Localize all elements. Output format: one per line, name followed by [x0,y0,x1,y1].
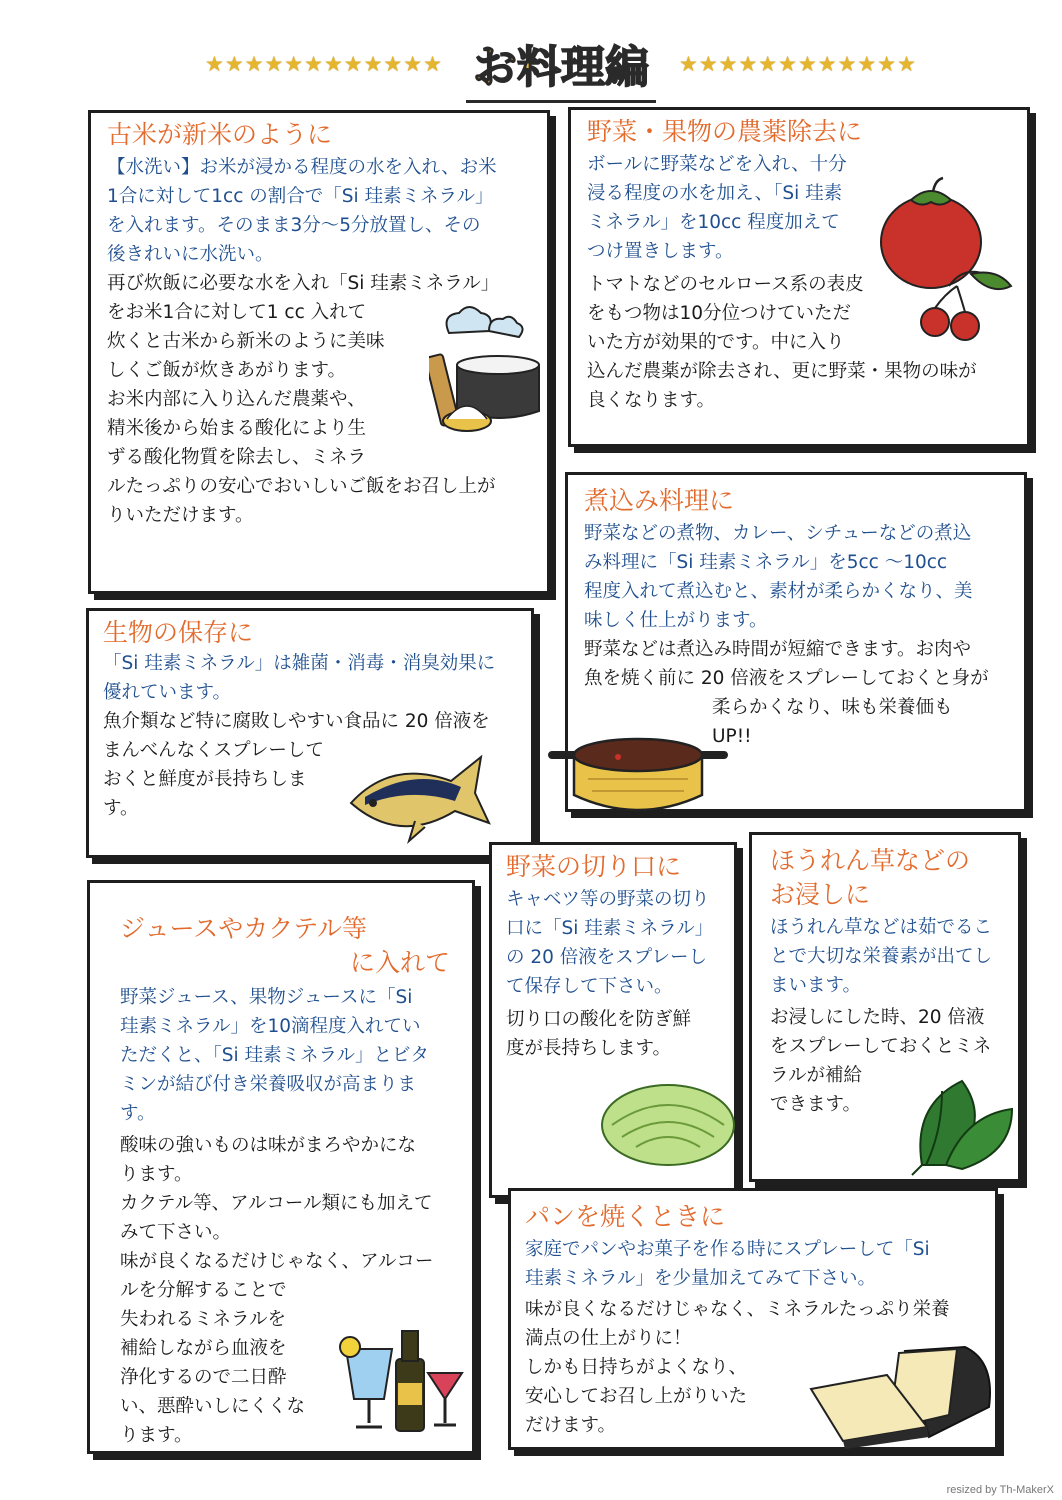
text-line: 浄化するので二日酔 [120,1367,287,1388]
text-line: 度が長持ちします。 [506,1038,672,1059]
stars-left: ★★★★★★★★★★★★ [205,52,443,76]
text-line: 「Si 珪素ミネラル」は雑菌・消毒・消臭効果に [103,653,496,674]
text-line: 1合に対して1cc の割合で「Si 珪素ミネラル」 [107,186,494,207]
spinach-icon [902,1071,1022,1181]
section-title: 生物の保存に [103,618,254,647]
footer-credit: resized by Th-MakerX [946,1484,1054,1496]
text-line: ミネラル」を10cc 程度加えて [587,212,840,233]
text-line: 魚を焼く前に 20 倍液をスプレーしておくと身が [584,668,989,689]
text-line: 口に「Si 珪素ミネラル」 [506,918,714,939]
section-title: ジュースやカクテル等 [120,914,368,943]
text-line: だけます。 [525,1415,617,1436]
text-line: 【水洗い】お米が浸かる程度の水を入れ、お米 [107,157,497,178]
section-fish [86,608,534,858]
text-line: できます。 [770,1094,862,1115]
text-line: をお米1合に対して1 cc 入れて [107,302,367,323]
text-line: 満点の仕上がりに！ [525,1328,692,1349]
text-line: いた方が効果的です。中に入り [587,332,845,353]
text-line: 込んだ農薬が除去され、更に野菜・果物の味が [587,361,977,382]
text-line: す。 [103,798,139,819]
section-title: 野菜・果物の農薬除去に [587,117,863,146]
text-line: 安心してお召し上がりいた [525,1386,748,1407]
text-line: 野菜などは煮込み時間が短縮できます。お肉や [584,639,972,660]
section-title: 古米が新米のように [107,120,333,149]
section-stew [565,472,1027,812]
text-line: ります。 [120,1164,193,1185]
drinks-icon [336,1319,466,1439]
text-line: 味が良くなるだけじゃなく、アルコー [120,1251,434,1272]
text-line: しかも日持ちがよくなり、 [525,1357,748,1378]
section-juice [87,880,475,1454]
text-line: ります。 [120,1425,193,1446]
text-line: 良くなります。 [587,390,716,411]
bread-icon [801,1341,997,1449]
text-line: ずる酸化物質を除去し、ミネラ [107,447,367,468]
text-line: 炊くと古米から新米のように美味 [107,331,385,352]
text-line: ラルが補給 [770,1065,862,1086]
section-rice [88,110,550,594]
text-line: お浸しにした時、20 倍液 [770,1007,985,1028]
section-bread [508,1188,998,1450]
fish-icon [345,743,505,853]
section-title: お浸しに [770,880,871,909]
section-cut [489,842,737,1198]
text-line: の 20 倍液をスプレーし [506,947,708,968]
text-line: い、悪酔いしにくくな [120,1396,306,1417]
text-line: ボールに野菜などを入れ、十分 [587,154,847,175]
tomato-cherry-icon [871,176,1021,346]
cabbage-icon [592,1073,742,1173]
section-title: ほうれん草などの [770,846,971,875]
text-line: をスプレーしておくとミネ [770,1036,992,1057]
text-line: とで大切な栄養素が出てし [770,946,993,967]
text-line: 優れています。 [103,682,232,703]
text-line: UP!! [712,726,752,747]
text-line: つけ置きします。 [587,241,734,262]
text-line: ルを分解することで [120,1280,287,1301]
text-line: 精米後から始まる酸化により生 [107,418,367,439]
text-line: 浸る程度の水を加え、「Si 珪素 [587,183,843,204]
text-line: ただくと、「Si 珪素ミネラル」とビタ [120,1045,429,1066]
section-title: パンを焼くときに [525,1202,726,1231]
text-line: ルたっぷりの安心でおいしいご飯をお召し上が [107,476,496,497]
section-title: 煮込み料理に [584,486,735,515]
text-line: 野菜ジュース、果物ジュースに「Si [120,987,413,1008]
text-line: 魚介類など特に腐敗しやすい食品に 20 倍液を [103,711,490,732]
text-line: ミンが結び付き栄養吸収が高まりま [120,1074,417,1095]
text-line: 珪素ミネラル」を少量加えてみて下さい。 [525,1268,876,1289]
stew-pot-icon [548,719,728,829]
text-line: おくと鮮度が長持ちしま [103,769,307,790]
text-line: をもつ物は10分位つけていただ [587,303,852,324]
text-line: 切り口の酸化を防ぎ鮮 [506,1009,692,1030]
text-line: 程度入れて煮込むと、素材が柔らかくなり、美 [584,581,973,602]
section-spinach [749,832,1021,1182]
text-line: まいます。 [770,975,862,996]
text-line: す。 [120,1103,156,1124]
text-line: キャベツ等の野菜の切り [506,889,710,910]
text-line: を入れます。そのまま3分～5分放置し、その [107,215,481,236]
text-line: 失われるミネラルを [120,1309,286,1330]
text-line: しくご飯が炊きあがります。 [107,360,347,381]
text-line: 味が良くなるだけじゃなく、ミネラルたっぷり栄養 [525,1299,950,1320]
text-line: 補給しながら血液を [120,1338,287,1359]
text-line: トマトなどのセルロース系の表皮 [587,274,864,295]
section-title: 野菜の切り口に [506,852,682,881]
text-line: ほうれん草などは茹でるこ [770,917,993,938]
text-line: 野菜などの煮物、カレー、シチューなどの煮込 [584,523,972,544]
text-line: 再び炊飯に必要な水を入れ「Si 珪素ミネラル」 [107,273,500,294]
text-line: りいただけます。 [107,505,254,526]
page-title: お料理編 [466,40,656,103]
text-line: 柔らかくなり、味も栄養価も [712,697,953,718]
text-line: カクテル等、アルコール類にも加えて [120,1193,433,1214]
text-line: て保存して下さい。 [506,976,673,997]
text-line: お米内部に入り込んだ農薬や、 [107,389,366,410]
section-pesticide [568,107,1030,447]
text-line: 酸味の強いものは味がまろやかにな [120,1135,417,1156]
text-line: 味しく仕上がります。 [584,610,768,631]
section-title: に入れて [350,948,451,977]
text-line: み料理に「Si 珪素ミネラル」を5cc ～10cc [584,552,948,573]
text-line: みて下さい。 [120,1222,232,1243]
text-line: 家庭でパンやお菓子を作る時にスプレーして「Si [525,1239,930,1260]
text-line: まんべんなくスプレーして [103,740,324,761]
text-line: 珪素ミネラル」を10滴程度入れてい [120,1016,421,1037]
rice-pot-icon [429,303,549,453]
text-line: 後きれいに水洗い。 [107,244,274,265]
stars-right: ★★★★★★★★★★★★ [679,52,917,76]
